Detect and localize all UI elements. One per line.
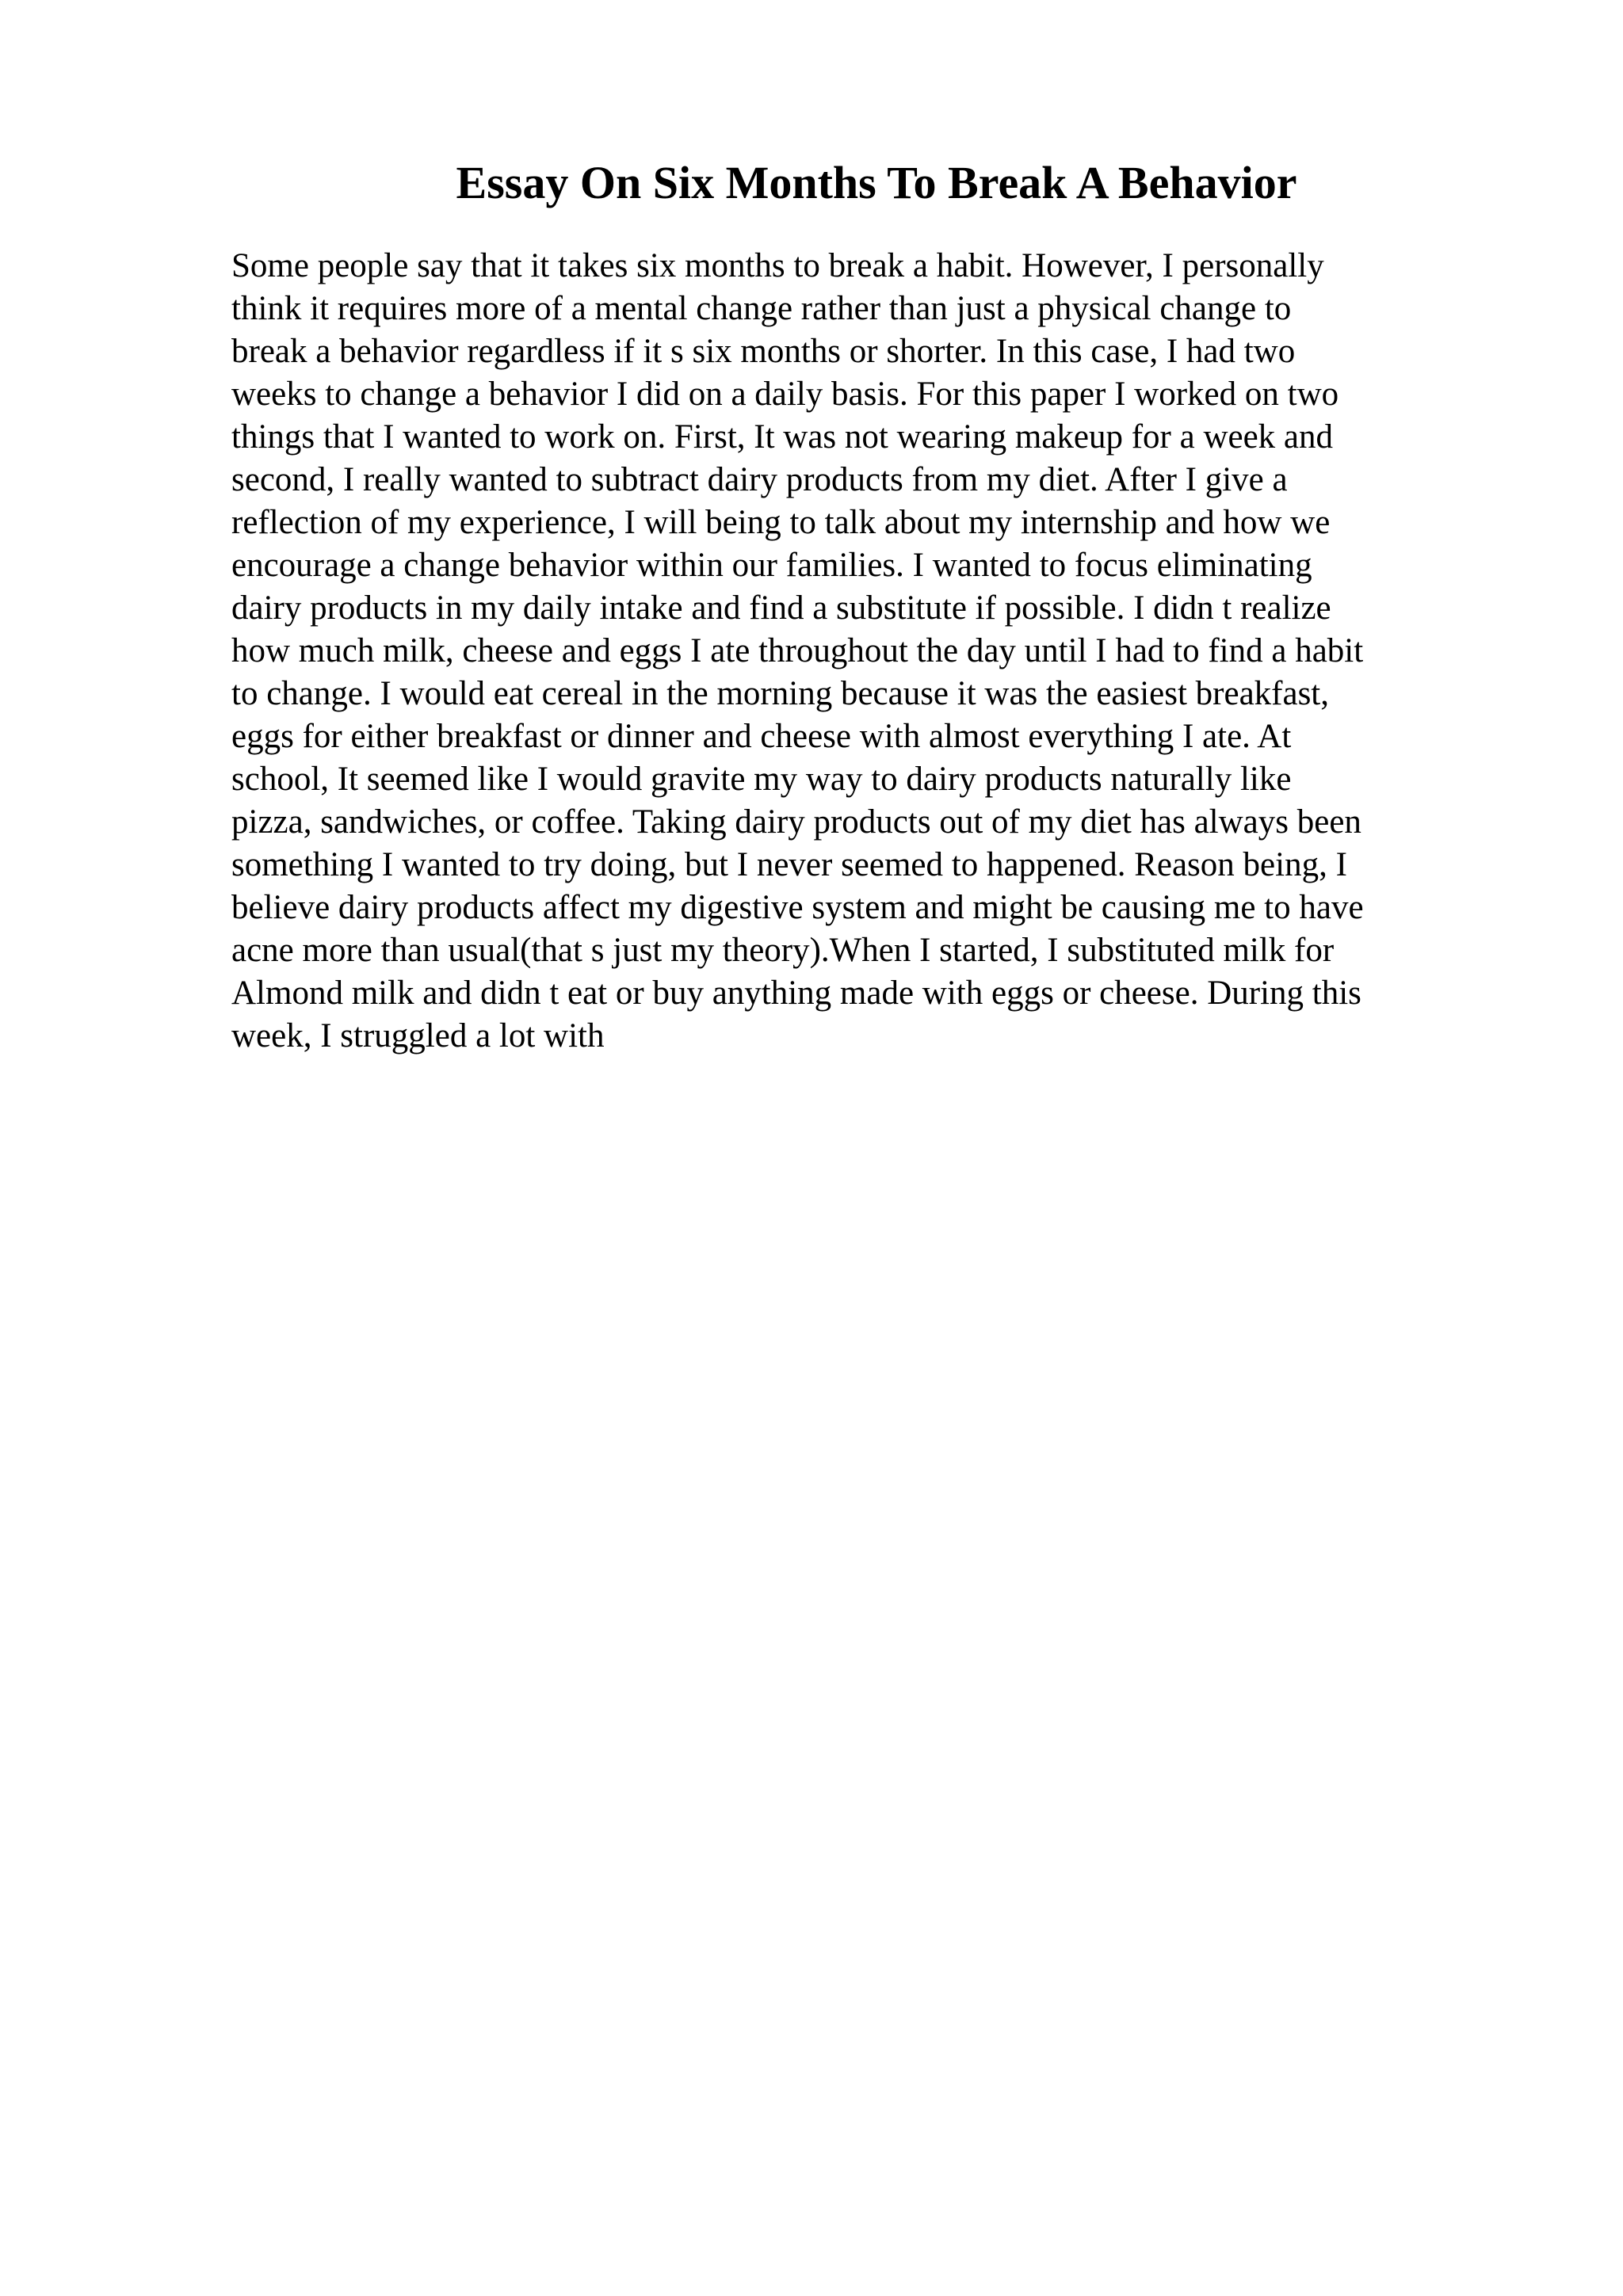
body-line: something I wanted to try doing, but I never seemed to happened. Reason being, I xyxy=(231,846,1347,883)
body-line: weeks to change a behavior I did on a daily basis. For this paper I worked on two xyxy=(231,376,1339,413)
body-line: pizza, sandwiches, or coffee. Taking dairy products out of my diet has always been xyxy=(231,803,1361,841)
body-line: things that I wanted to work on. First, It was not wearing makeup for a week and xyxy=(231,418,1334,456)
body-line: reflection of my experience, I will being to talk about my internship and how we xyxy=(231,504,1331,541)
body-line: Some people say that it takes six months to break a habit. However, I personally xyxy=(231,247,1324,284)
body-line: dairy products in my daily intake and find a substitute if possible. I didn t realize xyxy=(231,589,1331,627)
body-line: believe dairy products affect my digestive system and might be causing me to have xyxy=(231,889,1364,926)
body-line: how much milk, cheese and eggs I ate throughout the day until I had to find a habit xyxy=(231,632,1364,669)
body-line: Almond milk and didn t eat or buy anything made with eggs or cheese. During this xyxy=(231,974,1361,1012)
essay-body xyxy=(231,245,1499,1058)
body-line: think it requires more of a mental change rather than just a physical change to xyxy=(231,290,1292,327)
body-line: eggs for either breakfast or dinner and cheese with almost everything I ate. At xyxy=(231,718,1292,755)
body-line: break a behavior regardless if it s six months or shorter. In this case, I had two xyxy=(231,333,1296,370)
body-line: school, It seemed like I would gravite my way to dairy products naturally like xyxy=(231,761,1292,798)
essay-title: Essay On Six Months To Break A Behavior xyxy=(456,157,1297,208)
body-line: acne more than usual(that s just my theory).When I started, I substituted milk for xyxy=(231,932,1335,969)
body-line: to change. I would eat cereal in the morning because it was the easiest breakfast, xyxy=(231,675,1330,712)
body-line: week, I struggled a lot with xyxy=(231,1017,605,1055)
body-line: encourage a change behavior within our families. I wanted to focus eliminating xyxy=(231,547,1312,584)
body-line: second, I really wanted to subtract dairy products from my diet. After I give a xyxy=(231,461,1288,498)
